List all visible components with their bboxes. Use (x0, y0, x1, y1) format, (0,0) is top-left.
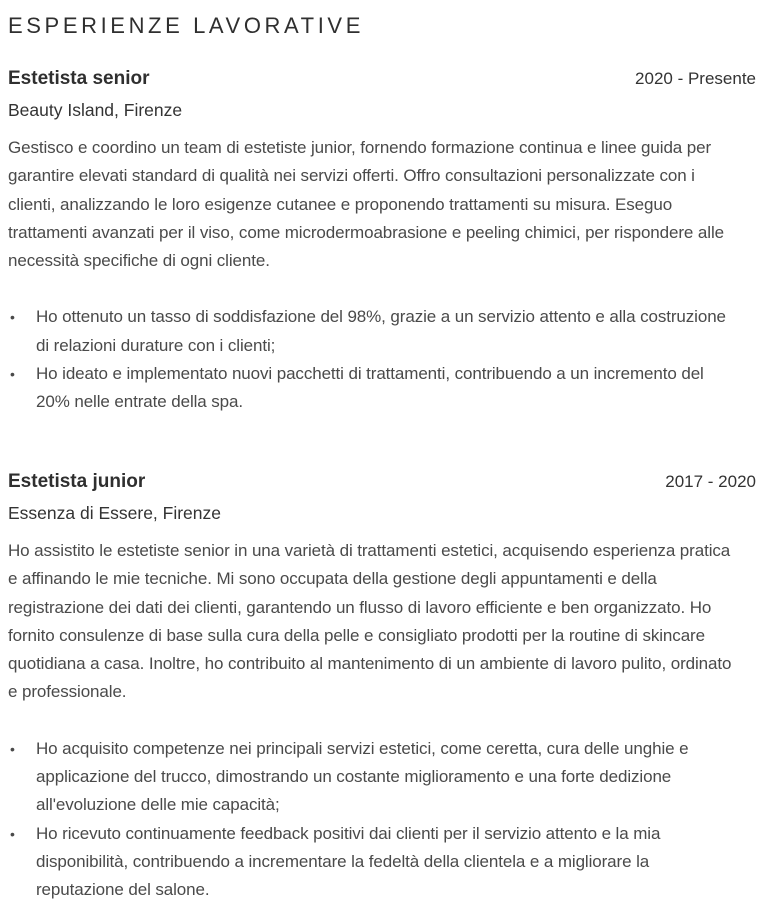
job-company: Essenza di Essere, Firenze (8, 503, 222, 523)
achievement-item (8, 820, 726, 905)
achievement-item (8, 360, 726, 417)
bullet-icon: • (10, 740, 15, 757)
bullet-icon: • (10, 309, 15, 326)
bullet-icon: • (10, 825, 15, 842)
achievement-text: Ho ricevuto continuamente feedback positivi dai clienti per il servizio attento e la mia disponibilità, contribuendo a incrementare la fedeltà della clientela e a migliorare la reputazione del salone. (36, 823, 661, 900)
job-entry (8, 66, 756, 417)
job-description: Ho assistito le estetiste senior in una varietà di trattamenti estetici, acquisendo esperienza pratica e affinando le mie tecniche. Mi sono occupata della gestione degli appuntamenti e della registrazione dei dati dei clienti, garantendo un flusso di lavoro efficiente e ben organizzato. Ho fornito consulenze di base sulla cura della pelle e consigliato prodotti per la routine di skincare quotidiana a casa. Inoltre, ho contribuito al mantenimento di un ambiente di lavoro pulito, ordinato e professionale. (8, 541, 732, 702)
job-role: Estetista senior (8, 68, 150, 89)
achievement-list (8, 303, 756, 416)
job-header (8, 469, 756, 495)
achievement-text: Ho acquisito competenze nei principali servizi estetici, come ceretta, cura delle unghie e applicazione del trucco, dimostrando un costante miglioramento e una forte dedizione all'evoluzione delle mie capacità; (36, 738, 689, 815)
achievement-item (8, 735, 726, 820)
job-company: Beauty Island, Firenze (8, 100, 183, 120)
job-entry (8, 469, 756, 905)
achievement-text: Ho ottenuto un tasso di soddisfazione del 98%, grazie a un servizio attento e alla costruzione di relazioni durature con i clienti; (36, 307, 726, 355)
section-title: ESPERIENZE LAVORATIVE (8, 13, 364, 38)
achievement-list (8, 735, 756, 905)
job-header (8, 66, 756, 92)
achievement-item (8, 303, 726, 360)
bullet-icon: • (10, 366, 15, 383)
job-period: 2017 - 2020 (665, 472, 756, 491)
job-description: Gestisco e coordino un team di estetiste junior, fornendo formazione continua e linee guida per garantire elevati standard di qualità nei servizi offerti. Offro consultazioni personalizzate con i clienti, analizzando le loro esigenze cutanee e proponendo trattamenti su misura. Eseguo trattamenti avanzati per il viso, come microdermoabrasione e peeling chimici, per rispondere alle necessità specifiche di ogni cliente. (8, 138, 724, 271)
job-role: Estetista junior (8, 471, 146, 492)
achievement-text: Ho ideato e implementato nuovi pacchetti di trattamenti, contribuendo a un incremento del 20% nelle entrate della spa. (36, 364, 704, 412)
job-period: 2020 - Presente (635, 69, 756, 88)
